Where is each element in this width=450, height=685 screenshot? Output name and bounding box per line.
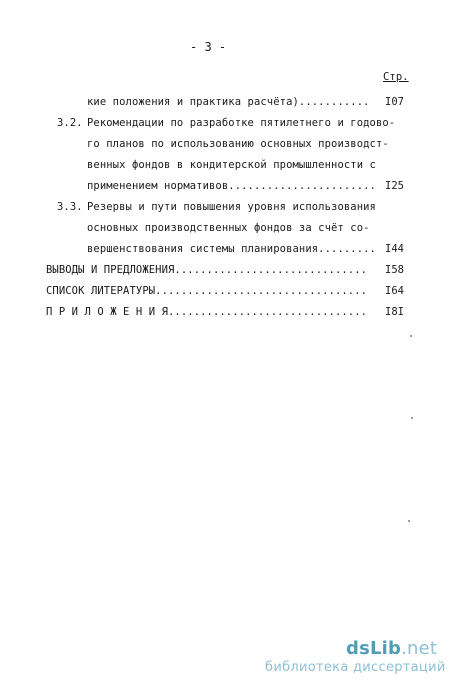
scan-speck — [410, 335, 412, 337]
toc-page-number: I25 — [385, 180, 404, 192]
page-number: - 3 - — [190, 40, 227, 54]
toc-line: Рекомендации по разработке пятилетнего и годово- — [87, 117, 396, 129]
toc-section-number: 3.2. — [57, 117, 83, 129]
toc-line: Резервы и пути повышения уровня использования — [87, 201, 376, 213]
toc-line: ВЫВОДЫ И ПРЕДЛОЖЕНИЯ.............................. — [46, 264, 368, 276]
toc-line: кие положения и практика расчёта)........... — [87, 96, 370, 108]
toc-line: венных фондов в кондитерской промышленности с — [87, 159, 376, 171]
watermark-logo — [346, 638, 437, 659]
toc-section-number: 3.3. — [57, 201, 83, 213]
watermark-subtitle: библиотека диссертаций — [265, 660, 446, 675]
toc-line: го планов по использованию основных производст- — [87, 138, 389, 150]
toc-line: СПИСОК ЛИТЕРАТУРЫ................................. — [46, 285, 368, 297]
page-column-header: Стр. — [383, 71, 409, 83]
watermark-logo-domain: .net — [401, 638, 438, 659]
toc-line: П Р И Л О Ж Е Н И Я............................... — [46, 306, 368, 318]
toc-page-number: I44 — [385, 243, 404, 255]
scan-speck — [408, 520, 410, 522]
toc-page-number: I8I — [385, 306, 404, 318]
toc-page-number: I58 — [385, 264, 404, 276]
toc-page-number: I07 — [385, 96, 404, 108]
toc-page-number: I64 — [385, 285, 404, 297]
toc-line: применением нормативов....................... — [87, 180, 376, 192]
scan-speck — [411, 417, 413, 419]
watermark-logo-main: dsLib — [346, 638, 402, 659]
toc-line: основных производственных фондов за счёт со- — [87, 222, 370, 234]
toc-line: вершенствования системы планирования......... — [87, 243, 376, 255]
